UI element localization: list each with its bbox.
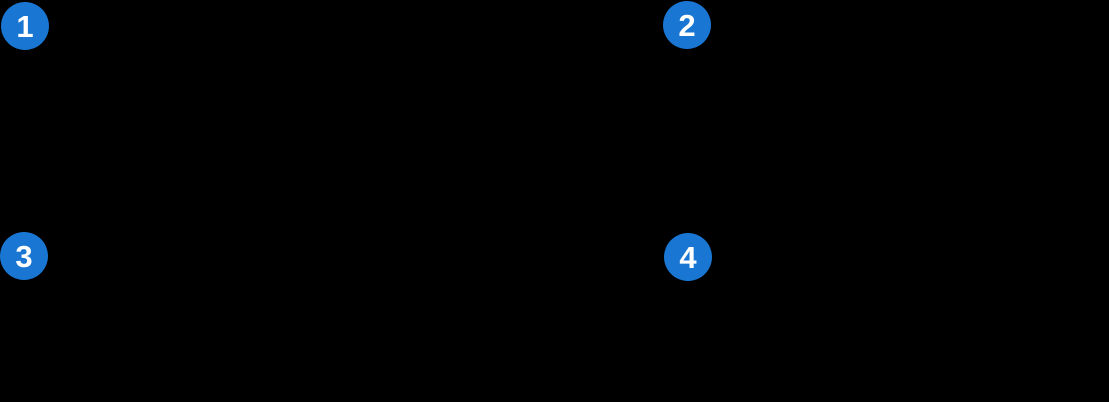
step-badge-3: 3 — [0, 232, 48, 280]
step-badge-4: 4 — [664, 233, 712, 281]
step-badge-2: 2 — [663, 1, 711, 49]
step-badge-1: 1 — [1, 2, 49, 50]
